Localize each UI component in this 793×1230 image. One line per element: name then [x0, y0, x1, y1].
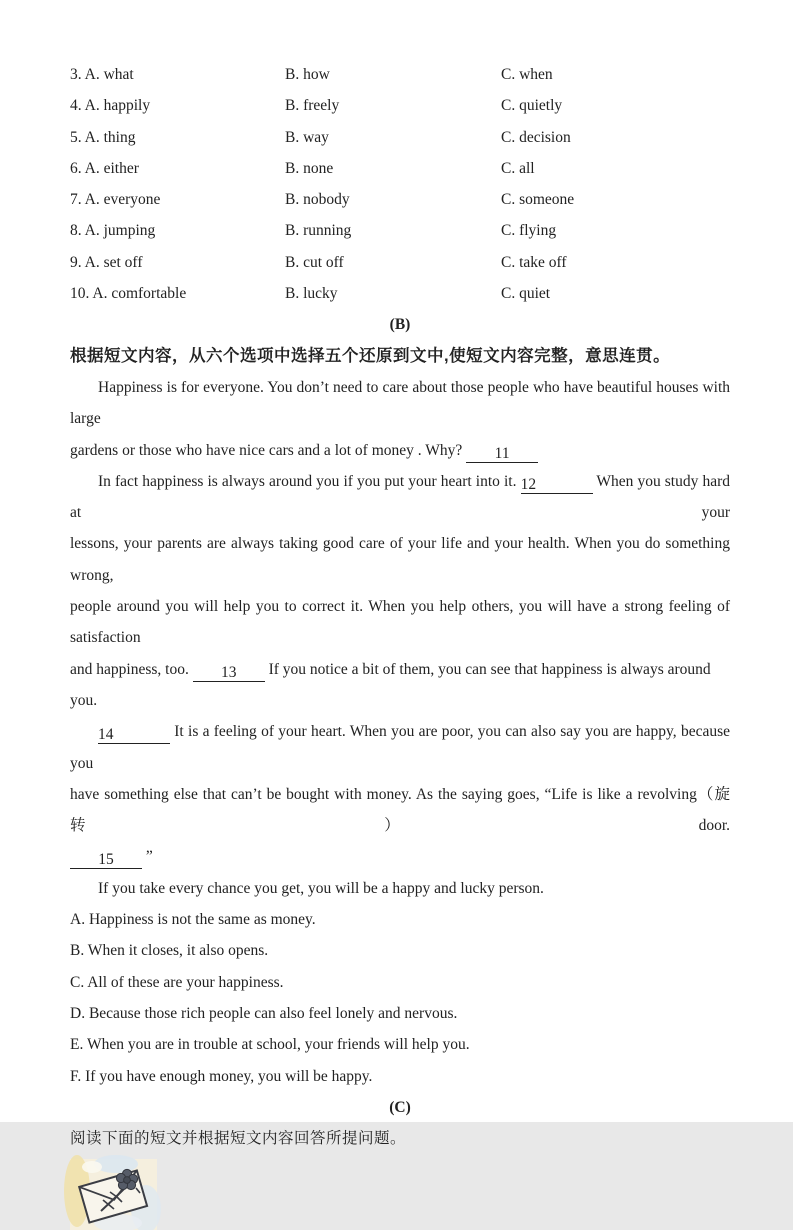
- choice-item-f: F. If you have enough money, you will be happy.: [70, 1067, 373, 1085]
- blank-12: 12: [521, 476, 593, 494]
- blank-15: 15: [70, 851, 142, 869]
- option-a: 9. A. set off: [70, 253, 143, 271]
- passage-line: and happiness, too. 13 If you notice a bit of them, you can see that happiness is always around you.: [70, 660, 711, 709]
- envelope-illustration: [70, 1159, 157, 1230]
- passage-line: If you take every chance you get, you will be a happy and lucky person.: [98, 879, 544, 897]
- cloze-option-row-10: [70, 278, 730, 309]
- cloze-option-row-3: [70, 59, 730, 90]
- option-a: 4. A. happily: [70, 97, 151, 115]
- option-c: C. quiet: [501, 285, 551, 303]
- cloze-option-row-7: [70, 184, 730, 215]
- blank-11: 11: [466, 445, 538, 463]
- passage-line: gardens or those who have nice cars and a lot of money . Why? 11: [70, 435, 730, 466]
- option-a: 6. A. either: [70, 159, 139, 177]
- option-b: B. way: [285, 128, 329, 146]
- passage-line: 14 It is a feeling of your heart. When you are poor, you can also say you are happy, because you: [70, 723, 730, 772]
- blank-13: 13: [193, 664, 265, 682]
- passage-line: people around you will help you to correct it. When you help others, you will have a strong feeling of satisfaction: [70, 598, 730, 647]
- option-c: C. someone: [501, 191, 575, 209]
- option-c: C. all: [501, 159, 535, 177]
- cloze-options-section: [70, 59, 730, 309]
- passage-line: have something else that can’t be bought with money. As the saying goes, “Life is like a revolving（旋转）door.: [70, 785, 730, 835]
- option-c: C. flying: [501, 222, 557, 240]
- cloze-option-row-5: [70, 122, 730, 153]
- option-c: C. quietly: [501, 97, 563, 115]
- envelope-flower-icon: [70, 1159, 157, 1230]
- option-a: 5. A. thing: [70, 128, 136, 146]
- option-c: C. when: [501, 66, 553, 83]
- cloze-option-row-9: [70, 247, 730, 278]
- option-a: 3. A. what: [70, 66, 134, 83]
- option-b: B. lucky: [285, 285, 338, 303]
- section-b-instruction: 根据短文内容，从六个选项中选择五个还原到文中,使短文内容完整，意思连贯。: [70, 346, 671, 365]
- section-b-header: (B): [389, 316, 411, 334]
- choice-list: [70, 904, 730, 1092]
- choice-item-d: D. Because those rich people can also feel lonely and nervous.: [70, 1004, 458, 1022]
- choice-item-c: C. All of these are your happiness.: [70, 973, 284, 991]
- blank-14: 14: [98, 726, 170, 744]
- passage-line: lessons, your parents are always taking good care of your life and your health. When you do something wrong,: [70, 535, 730, 584]
- passage-line: 15 ”: [70, 841, 730, 872]
- option-c: C. take off: [501, 253, 567, 271]
- option-b: B. cut off: [285, 253, 344, 271]
- cloze-option-row-6: [70, 153, 730, 184]
- option-a: 7. A. everyone: [70, 191, 161, 209]
- option-a: 8. A. jumping: [70, 222, 156, 240]
- option-b: B. nobody: [285, 191, 350, 209]
- cloze-option-row-4: [70, 90, 730, 121]
- passage: [70, 372, 730, 904]
- section-c-instruction: 阅读下面的短文并根据短文内容回答所提问题。: [70, 1130, 407, 1148]
- option-b: B. freely: [285, 97, 340, 115]
- option-c: C. decision: [501, 128, 571, 146]
- option-b: B. none: [285, 159, 334, 177]
- option-b: B. how: [285, 66, 330, 83]
- passage-line: Happiness is for everyone. You don’t need to care about those people who have beautiful houses with large: [70, 378, 730, 428]
- option-b: B. running: [285, 222, 352, 240]
- choice-item-b: B. When it closes, it also opens.: [70, 942, 269, 960]
- choice-item-a: A. Happiness is not the same as money.: [70, 911, 316, 929]
- cloze-option-row-8: [70, 215, 730, 246]
- option-a: 10. A. comfortable: [70, 285, 187, 303]
- choice-item-e: E. When you are in trouble at school, your friends will help you.: [70, 1036, 470, 1054]
- passage-line: In fact happiness is always around you if you put your heart into it. 12 When you study hard at your: [70, 472, 730, 522]
- section-c-header: (C): [389, 1098, 411, 1116]
